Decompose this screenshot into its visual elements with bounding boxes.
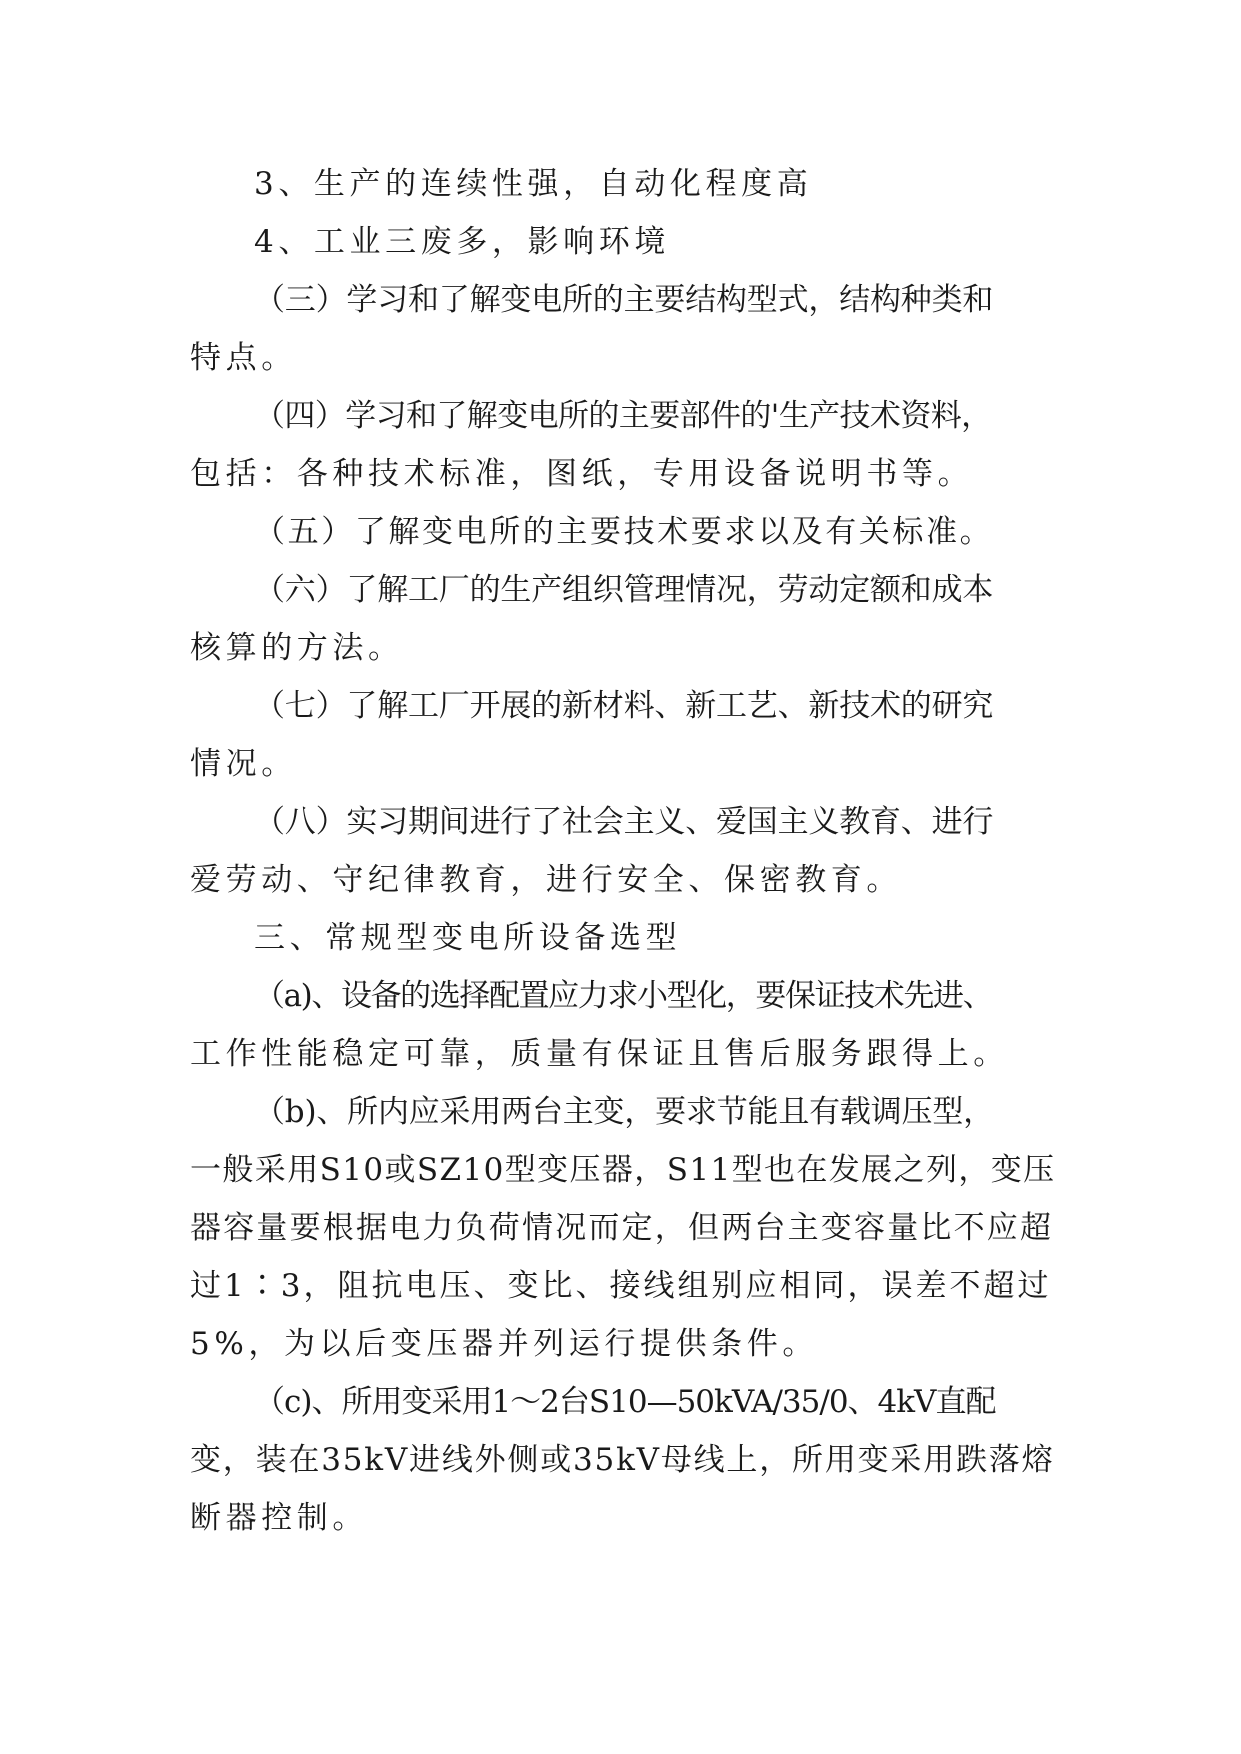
paragraph-line: （a)、设备的选择配置应力求小型化，要保证技术先进、 <box>254 978 993 1014</box>
paragraph-4 <box>190 387 1060 503</box>
paragraph-line: 特点。 <box>190 340 297 376</box>
paragraph-line: 器容量要根据电力负荷情况而定，但两台主变容量比不应超 <box>190 1210 1054 1246</box>
document-page <box>190 155 1060 1547</box>
paragraph-3 <box>190 271 1060 387</box>
paragraph-line: 情况。 <box>190 746 297 782</box>
paragraph-b <box>190 1083 1060 1373</box>
paragraph-line: （六）了解工厂的生产组织管理情况，劳动定额和成本 <box>254 572 994 608</box>
paragraph-c <box>190 1373 1060 1547</box>
paragraph-line: （七）了解工厂开展的新材料、新工艺、新技术的研究 <box>254 688 994 724</box>
paragraph-8 <box>190 793 1060 909</box>
paragraph-line: 4、工业三废多，影响环境 <box>254 224 670 260</box>
paragraph-line: 变，装在35kV进线外侧或35kV母线上，所用变采用跌落熔 <box>190 1442 1055 1478</box>
paragraph-line: 三、常规型变电所设备选型 <box>254 920 682 956</box>
paragraph-line: （四）学习和了解变电所的主要部件的'生产技术资料， <box>254 398 992 434</box>
paragraph-line: 一般采用S10或SZ10型变压器，S11型也在发展之列，变压 <box>190 1152 1056 1188</box>
paragraph-line: 断器控制。 <box>190 1500 368 1536</box>
paragraph-line: （八）实习期间进行了社会主义、爱国主义教育、进行 <box>254 804 994 840</box>
paragraph-7 <box>190 677 1060 793</box>
paragraph-1 <box>190 155 1060 213</box>
paragraph-line: （三）学习和了解变电所的主要结构型式，结构种类和 <box>254 282 994 318</box>
section-heading <box>190 909 1060 967</box>
paragraph-6 <box>190 561 1060 677</box>
paragraph-line: 核算的方法。 <box>190 630 404 666</box>
paragraph-line: 爱劳动、守纪律教育，进行安全、保密教育。 <box>190 862 902 898</box>
paragraph-line: 5%，为以后变压器并列运行提供条件。 <box>190 1326 818 1362</box>
paragraph-line: （五）了解变电所的主要技术要求以及有关标准。 <box>254 514 994 550</box>
paragraph-line: 3、生产的连续性强，自动化程度高 <box>254 166 813 202</box>
paragraph-a <box>190 967 1060 1083</box>
paragraph-line: （b)、所内应采用两台主变，要求节能且有载调压型， <box>254 1094 994 1130</box>
paragraph-5 <box>190 503 1060 561</box>
paragraph-line: 过1∶3，阻抗电压、变比、接线组别应相同，误差不超过 <box>190 1268 1052 1304</box>
paragraph-2 <box>190 213 1060 271</box>
paragraph-line: 工作性能稳定可靠，质量有保证且售后服务跟得上。 <box>190 1036 1009 1072</box>
paragraph-line: （c)、所用变采用1～2台S10—50kVA/35/0、4kV直配 <box>254 1384 996 1420</box>
paragraph-line: 包括：各种技术标准，图纸，专用设备说明书等。 <box>190 456 974 492</box>
